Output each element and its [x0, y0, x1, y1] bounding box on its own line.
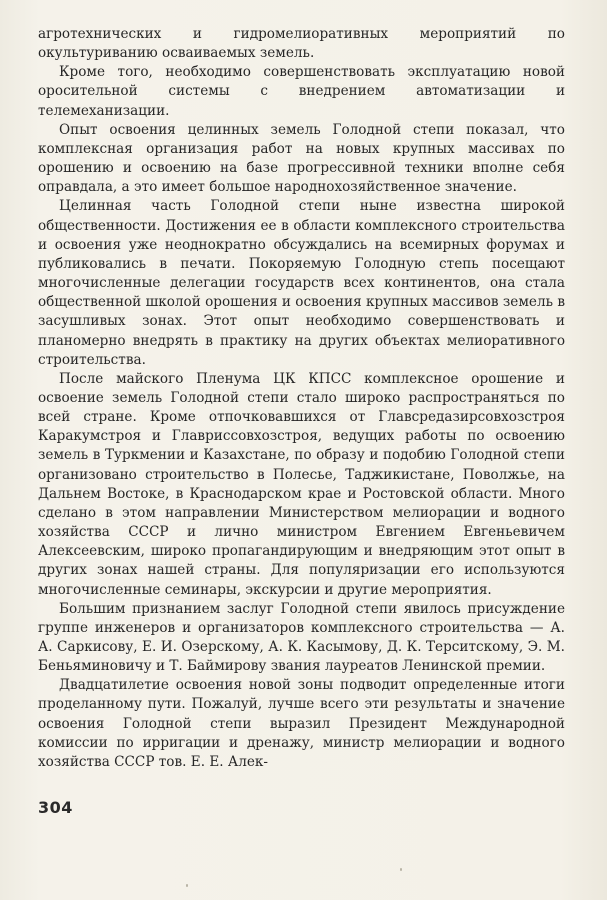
paragraph-continuation: агротехнических и гидромелиоративных мероприятий по окультуриванию осваиваемых земель.	[38, 26, 565, 62]
paragraph-plenum: После майского Пленума ЦК КПСС комплексное орошение и освоение земель Голодной степи стало широко распространяться по всей стране. Кроме отпочковавшихся от Главсредазирсовхозстроя Каракумстроя и Главриссовхозстроя, ведущих работы по освоению земель в Туркмении и Казахстане, по образу и подобию Голодной степи организовано строительство в Полесье, Таджикистане, Поволжье, на Дальнем Востоке, в Краснодарском крае и Ростовской области. Много сделано в этом направлении Министерством мелиорации и водного хозяйства СССР и лично министром Евгением Евгеньевичем Алексеевским, широко пропагандирующим и внедряющим этот опыт в других зонах нашей страны. Для популяризации его используются многочисленные семинары, экскурсии и другие мероприятия.	[38, 370, 565, 598]
scan-speck	[186, 884, 188, 887]
paragraph-twentieth-anniversary: Двадцатилетие освоения новой зоны подводит определенные итоги проделанному пути. Пожалуй, лучше всего эти результаты и значение освоения Голодной степи выразил Президент Международной комиссии по ирригации и дренажу, министр мелиорации и водного хозяйства СССР тов. Е. Е. Алек-	[38, 677, 565, 770]
paragraph-automation: Кроме того, необходимо совершенствовать эксплуатацию новой оросительной системы с внедрением автоматизации и телемеханизации.	[38, 64, 565, 119]
paragraph-lenin-prize: Большим признанием заслуг Голодной степи явилось присуждение группе инженеров и организаторов комплексного строительства — А. А. Саркисову, Е. И. Озерскому, А. К. Касымову, Д. К. Терситскому, Э. М. Беньяминовичу и Т. Баймирову звания лауреатов Ленинской премии.	[38, 600, 565, 675]
paragraph-experience: Опыт освоения целинных земель Голодной степи показал, что комплексная организация работ на новых крупных массивах по орошению и освоению на базе прогрессивной техники вполне себя оправдала, а это имеет большое народнохозяйственное значение.	[38, 121, 565, 196]
page-number: 304	[38, 798, 73, 817]
scan-speck	[400, 868, 402, 871]
paragraph-public-recognition: Целинная часть Голодной степи ныне известна широкой общественности. Достижения ее в области комплексного строительства и освоения уже неоднократно обсуждались на всемирных форумах и публиковались в печати. Покоряемую Голодную степь посещают многочисленные делегации государств всех континентов, она стала общественной школой орошения и освоения крупных массивов земель в засушливых зонах. Этот опыт необходимо совершенствовать и планомерно внедрять в практику на других объектах мелиоративного строительства.	[38, 198, 565, 368]
body-text	[38, 25, 565, 772]
